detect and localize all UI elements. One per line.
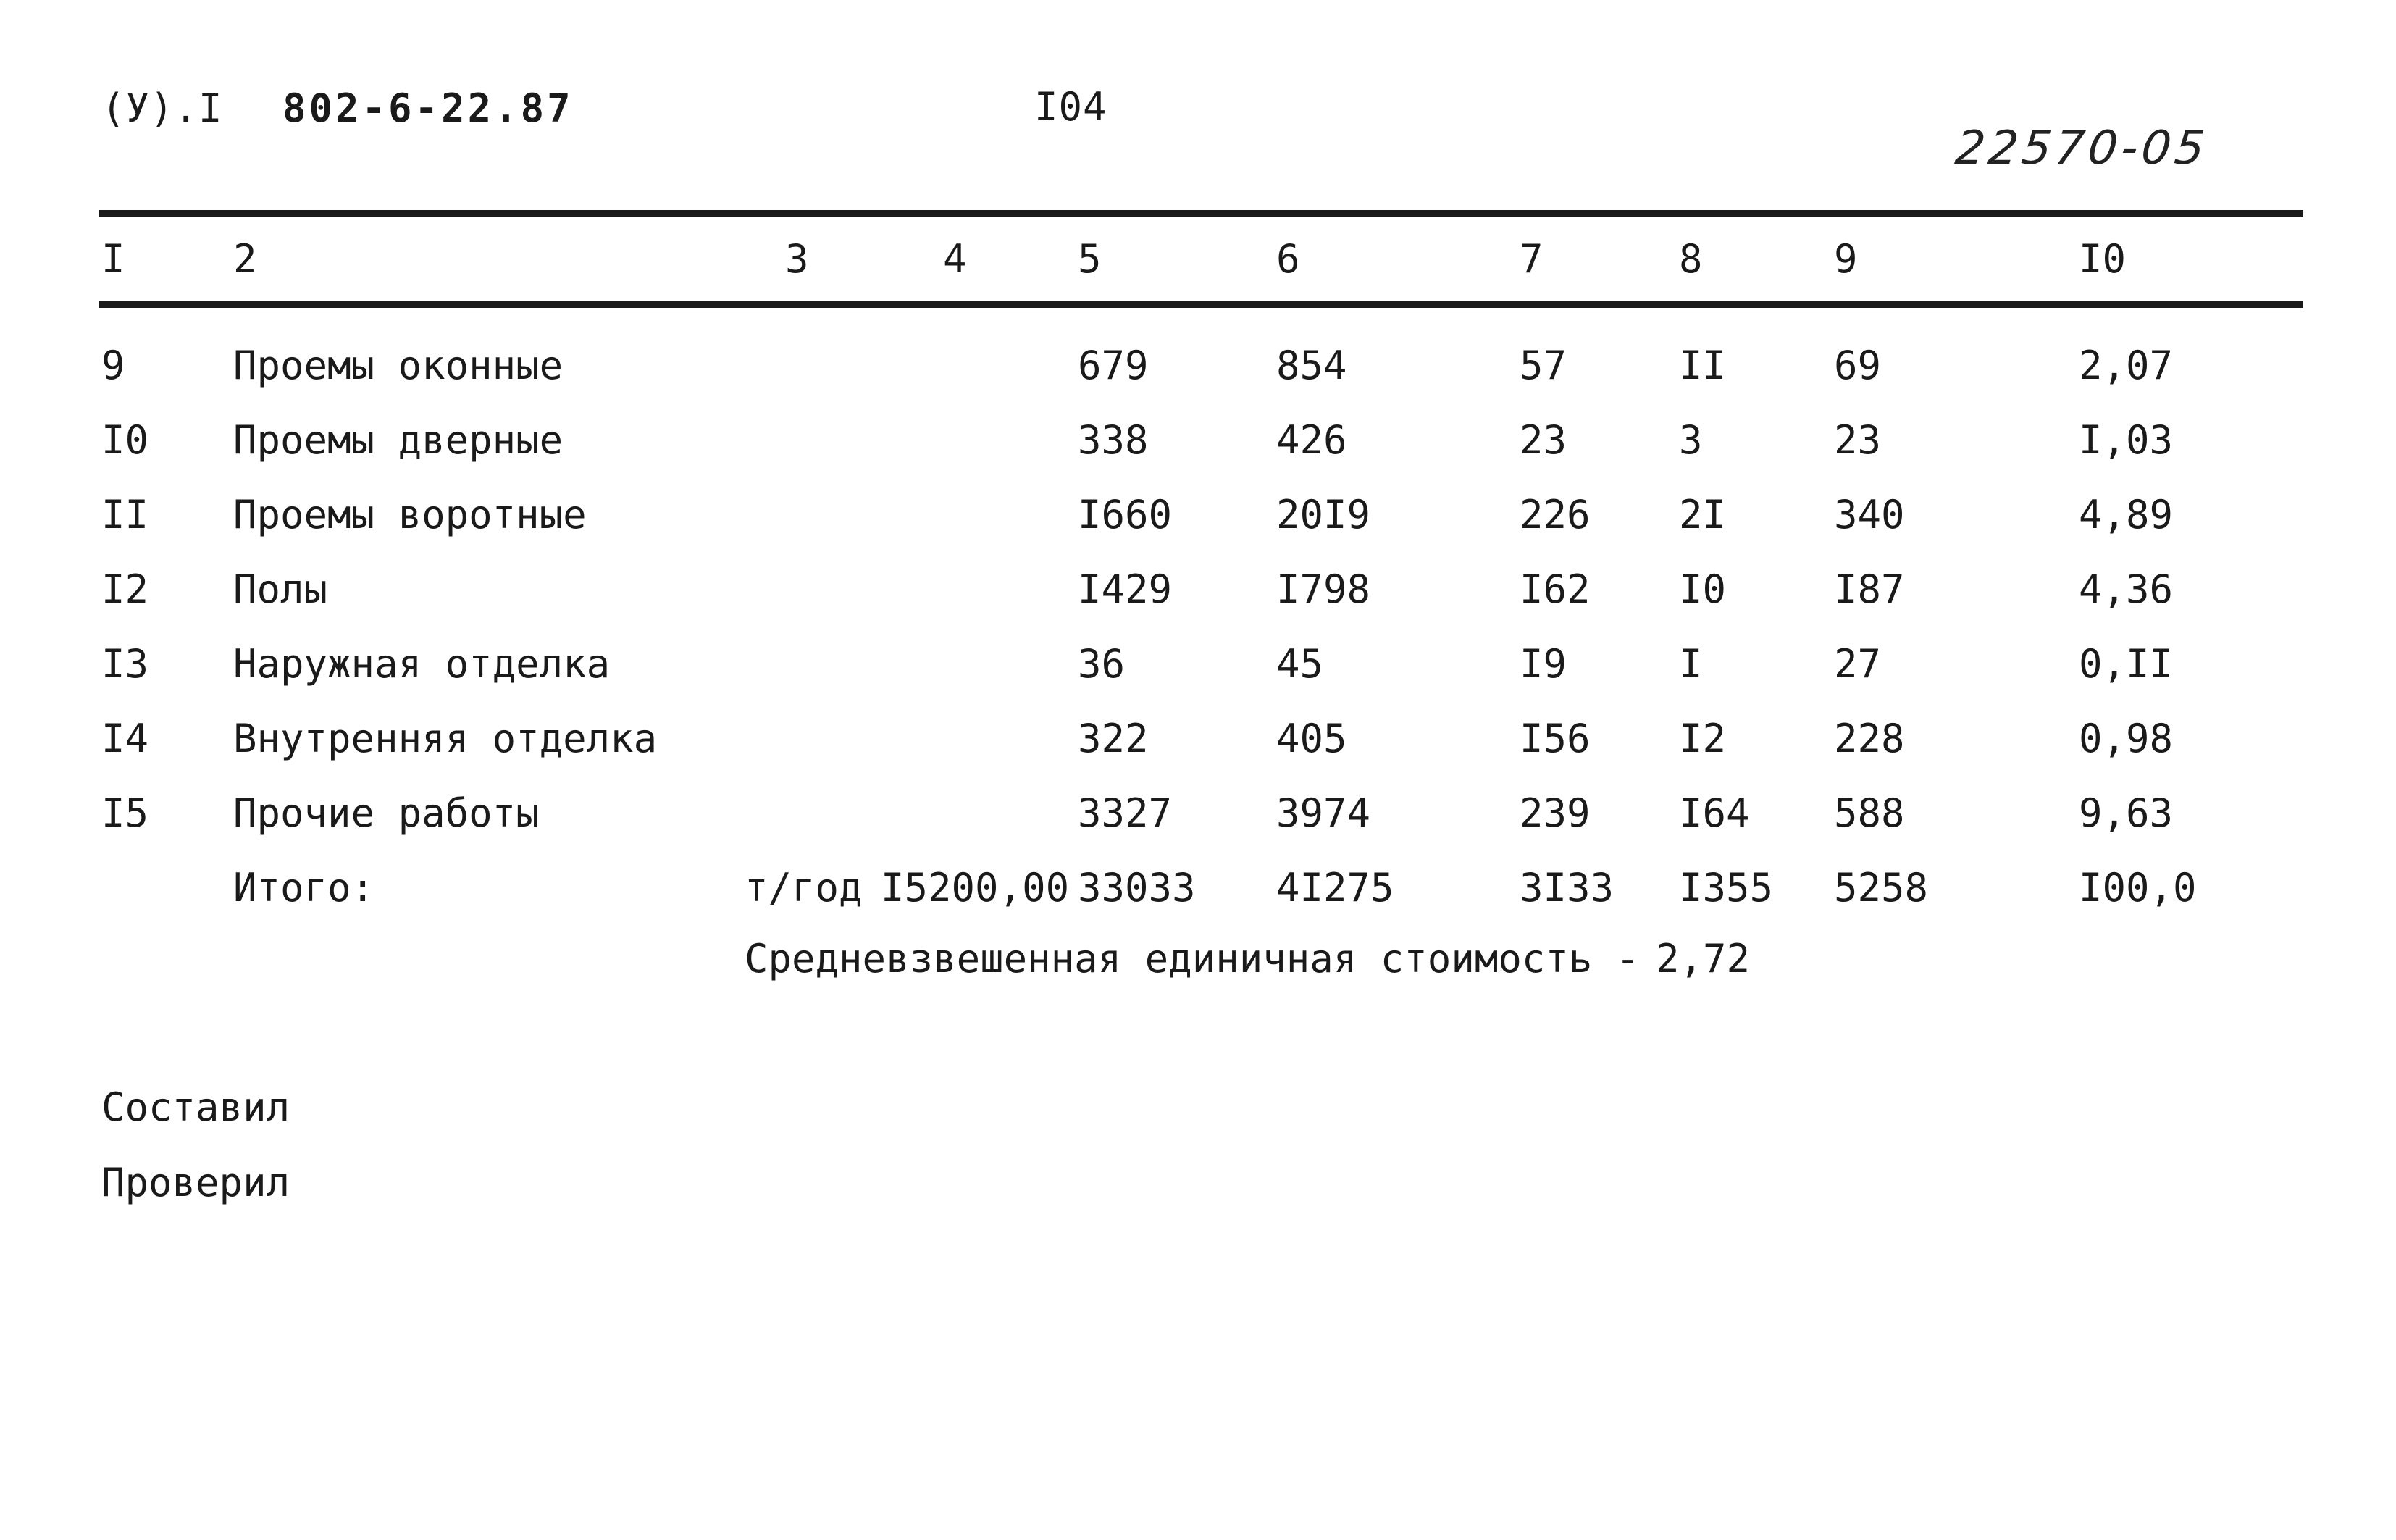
row-name: Проемы оконные <box>233 343 564 388</box>
column-header-8: 8 <box>1679 236 1703 282</box>
row-col-10: 4,89 <box>2079 492 2174 537</box>
row-col-10: 4,36 <box>2079 566 2174 612</box>
row-col-8: I2 <box>1679 716 1727 761</box>
row-col-9: 69 <box>1834 343 1882 388</box>
total-unit: т/год <box>745 865 863 911</box>
row-col-10: 0,II <box>2079 641 2174 687</box>
column-header-10: I0 <box>2079 236 2127 282</box>
document-series: 802-6-22.87 <box>282 85 574 131</box>
document-code: (У).I <box>101 85 223 131</box>
compiled-by-label: Составил <box>101 1084 290 1130</box>
total-col-9: 5258 <box>1834 865 1929 911</box>
checked-by-label: Проверил <box>101 1160 290 1205</box>
row-number: I4 <box>101 716 149 761</box>
total-label: Итого: <box>233 865 375 911</box>
weighted-cost-value: 2,72 <box>1656 936 1751 982</box>
row-col-8: II <box>1679 343 1727 388</box>
row-col-9: 588 <box>1834 790 1905 836</box>
row-col-9: 340 <box>1834 492 1905 537</box>
row-name: Внутренняя отделка <box>233 716 658 761</box>
row-col-8: 2I <box>1679 492 1727 537</box>
column-header-3: 3 <box>785 236 809 282</box>
row-col-9: 228 <box>1834 716 1905 761</box>
row-col-10: I,03 <box>2079 417 2174 463</box>
row-col-7: 239 <box>1520 790 1591 836</box>
row-col-8: 3 <box>1679 417 1703 463</box>
row-col-9: I87 <box>1834 566 1905 612</box>
row-col-6: 3974 <box>1276 790 1371 836</box>
row-col-7: I56 <box>1520 716 1591 761</box>
total-col-7: 3I33 <box>1520 865 1614 911</box>
row-number: 9 <box>101 343 125 388</box>
row-col-5: I660 <box>1078 492 1173 537</box>
row-number: I2 <box>101 566 149 612</box>
total-col-5: 33033 <box>1078 865 1196 911</box>
row-col-8: I <box>1679 641 1703 687</box>
row-name: Проемы воротные <box>233 492 587 537</box>
row-col-6: I798 <box>1276 566 1371 612</box>
total-col-6: 4I275 <box>1276 865 1394 911</box>
row-col-6: 426 <box>1276 417 1347 463</box>
row-col-10: 9,63 <box>2079 790 2174 836</box>
column-header-5: 5 <box>1078 236 1102 282</box>
row-col-5: 36 <box>1078 641 1126 687</box>
row-col-5: 679 <box>1078 343 1149 388</box>
row-col-7: 226 <box>1520 492 1591 537</box>
column-header-9: 9 <box>1834 236 1858 282</box>
row-name: Проемы дверные <box>233 417 564 463</box>
row-col-6: 854 <box>1276 343 1347 388</box>
row-col-6: 20I9 <box>1276 492 1371 537</box>
row-col-6: 405 <box>1276 716 1347 761</box>
column-header-7: 7 <box>1520 236 1543 282</box>
row-col-5: 3327 <box>1078 790 1173 836</box>
row-col-10: 0,98 <box>2079 716 2174 761</box>
row-col-7: I9 <box>1520 641 1567 687</box>
row-col-9: 23 <box>1834 417 1882 463</box>
row-name: Полы <box>233 566 328 612</box>
weighted-cost-label: Средневзвешенная единичная стоимость - <box>745 936 1640 982</box>
total-col-10: I00,0 <box>2079 865 2197 911</box>
column-header-2: 2 <box>233 236 257 282</box>
row-number: II <box>101 492 149 537</box>
row-col-5: 322 <box>1078 716 1149 761</box>
row-number: I5 <box>101 790 149 836</box>
column-header-6: 6 <box>1276 236 1300 282</box>
row-name: Прочие работы <box>233 790 540 836</box>
row-col-7: 23 <box>1520 417 1567 463</box>
row-col-7: 57 <box>1520 343 1567 388</box>
row-name: Наружная отделка <box>233 641 611 687</box>
total-col-8: I355 <box>1679 865 1774 911</box>
row-col-8: I64 <box>1679 790 1750 836</box>
table-top-rule <box>99 210 2303 217</box>
row-number: I3 <box>101 641 149 687</box>
column-header-4: 4 <box>943 236 967 282</box>
inventory-number: 22570-05 <box>1953 122 2211 175</box>
row-col-7: I62 <box>1520 566 1591 612</box>
row-col-8: I0 <box>1679 566 1727 612</box>
total-capacity: I5200,00 <box>881 865 1070 911</box>
page-number: I04 <box>1034 84 1107 130</box>
row-col-10: 2,07 <box>2079 343 2174 388</box>
table-header-rule <box>99 301 2303 308</box>
row-col-5: I429 <box>1078 566 1173 612</box>
row-col-5: 338 <box>1078 417 1149 463</box>
row-number: I0 <box>101 417 149 463</box>
row-col-6: 45 <box>1276 641 1324 687</box>
row-col-9: 27 <box>1834 641 1882 687</box>
column-header-1: I <box>101 236 125 282</box>
